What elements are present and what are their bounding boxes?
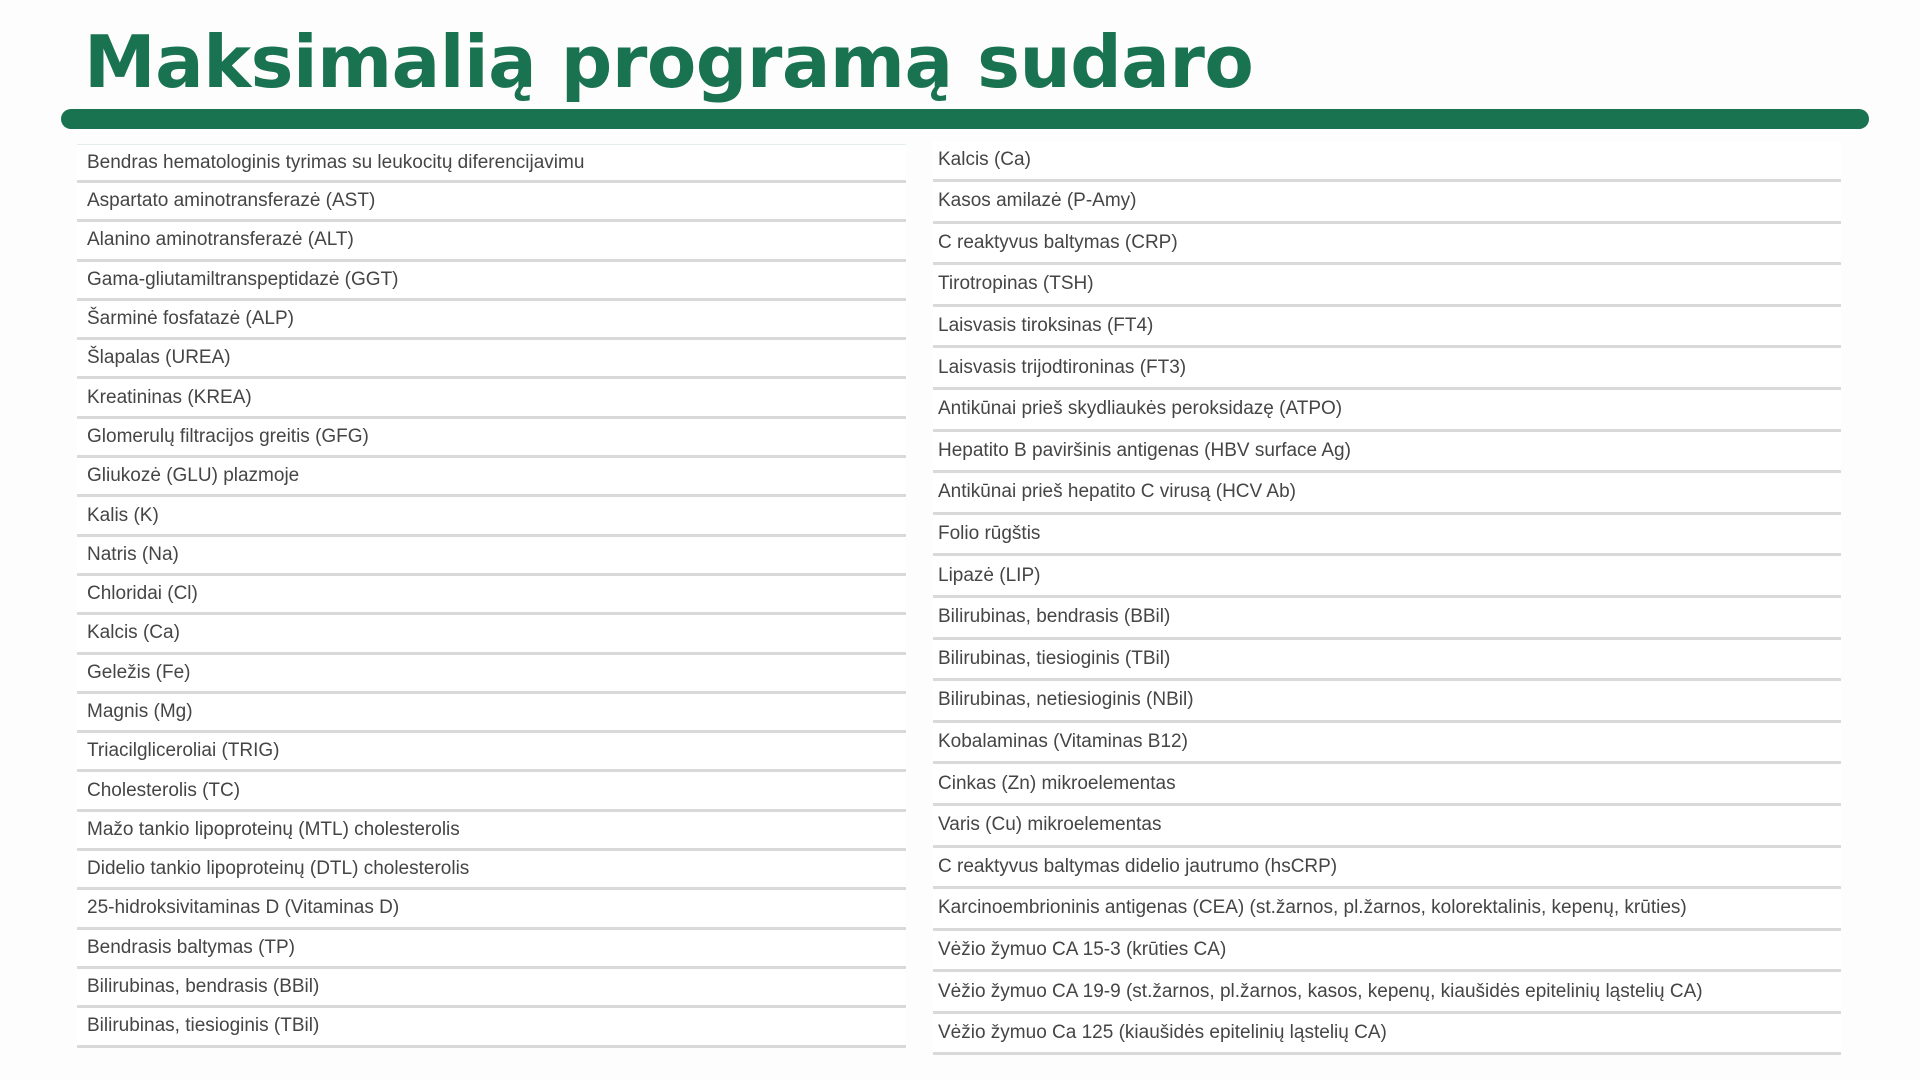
list-item: Tirotropinas (TSH) [933,265,1841,307]
list-item: Kalcis (Ca) [77,615,906,654]
list-item: Gliukozė (GLU) plazmoje [77,458,906,497]
list-item: Kasos amilazė (P-Amy) [933,182,1841,224]
test-list-right [933,141,1841,1055]
list-item: C reaktyvus baltymas didelio jautrumo (hsCRP) [933,848,1841,890]
list-item: Natris (Na) [77,537,906,576]
list-item: Cinkas (Zn) mikroelementas [933,764,1841,806]
list-item: Magnis (Mg) [77,694,906,733]
list-item: Vėžio žymuo CA 19-9 (st.žarnos, pl.žarnos, kasos, kepenų, kiaušidės epitelinių ląstelių CA) [933,972,1841,1014]
list-item: Vėžio žymuo CA 15-3 (krūties CA) [933,931,1841,973]
list-item: Bendras hematologinis tyrimas su leukocitų diferencijavimu [77,145,906,183]
list-item: Vėžio žymuo Ca 125 (kiaušidės epitelinių ląstelių CA) [933,1014,1841,1056]
list-item: Antikūnai prieš hepatito C virusą (HCV Ab) [933,473,1841,515]
list-item: Bendrasis baltymas (TP) [77,930,906,969]
list-item: Folio rūgštis [933,515,1841,557]
list-item: Laisvasis trijodtironinas (FT3) [933,348,1841,390]
list-item: Aspartato aminotransferazė (AST) [77,183,906,222]
list-item: Chloridai (Cl) [77,576,906,615]
list-item: Karcinoembrioninis antigenas (CEA) (st.žarnos, pl.žarnos, kolorektalinis, kepenų, krūties) [933,889,1841,931]
list-item: Bilirubinas, bendrasis (BBil) [77,969,906,1008]
slide-title: Maksimalią programą sudaro [84,20,1254,104]
list-item: Glomerulų filtracijos greitis (GFG) [77,419,906,458]
list-item: Kalis (K) [77,497,906,536]
list-item: Alanino aminotransferazė (ALT) [77,222,906,261]
list-item: Hepatito B paviršinis antigenas (HBV surface Ag) [933,432,1841,474]
list-item: C reaktyvus baltymas (CRP) [933,224,1841,266]
list-item: Antikūnai prieš skydliaukės peroksidazę (ATPO) [933,390,1841,432]
list-item: Šarminė fosfatazė (ALP) [77,301,906,340]
test-list-left [77,144,906,1048]
list-item: Bilirubinas, tiesioginis (TBil) [77,1008,906,1047]
list-item: Cholesterolis (TC) [77,772,906,811]
list-item: Bilirubinas, bendrasis (BBil) [933,598,1841,640]
list-item: Bilirubinas, netiesioginis (NBil) [933,681,1841,723]
list-item: Mažo tankio lipoproteinų (MTL) cholesterolis [77,812,906,851]
list-item: Didelio tankio lipoproteinų (DTL) cholesterolis [77,851,906,890]
list-item: Kreatininas (KREA) [77,379,906,418]
list-item: Triacilgliceroliai (TRIG) [77,733,906,772]
list-item: Gama-gliutamiltranspeptidazė (GGT) [77,262,906,301]
list-item: Bilirubinas, tiesioginis (TBil) [933,640,1841,682]
list-item: Laisvasis tiroksinas (FT4) [933,307,1841,349]
list-item: Šlapalas (UREA) [77,340,906,379]
list-item: Kobalaminas (Vitaminas B12) [933,723,1841,765]
list-item: Geležis (Fe) [77,655,906,694]
list-item: Kalcis (Ca) [933,141,1841,182]
list-item: Lipazė (LIP) [933,556,1841,598]
list-item: Varis (Cu) mikroelementas [933,806,1841,848]
title-underline-bar [61,109,1869,129]
list-item: 25-hidroksivitaminas D (Vitaminas D) [77,890,906,929]
